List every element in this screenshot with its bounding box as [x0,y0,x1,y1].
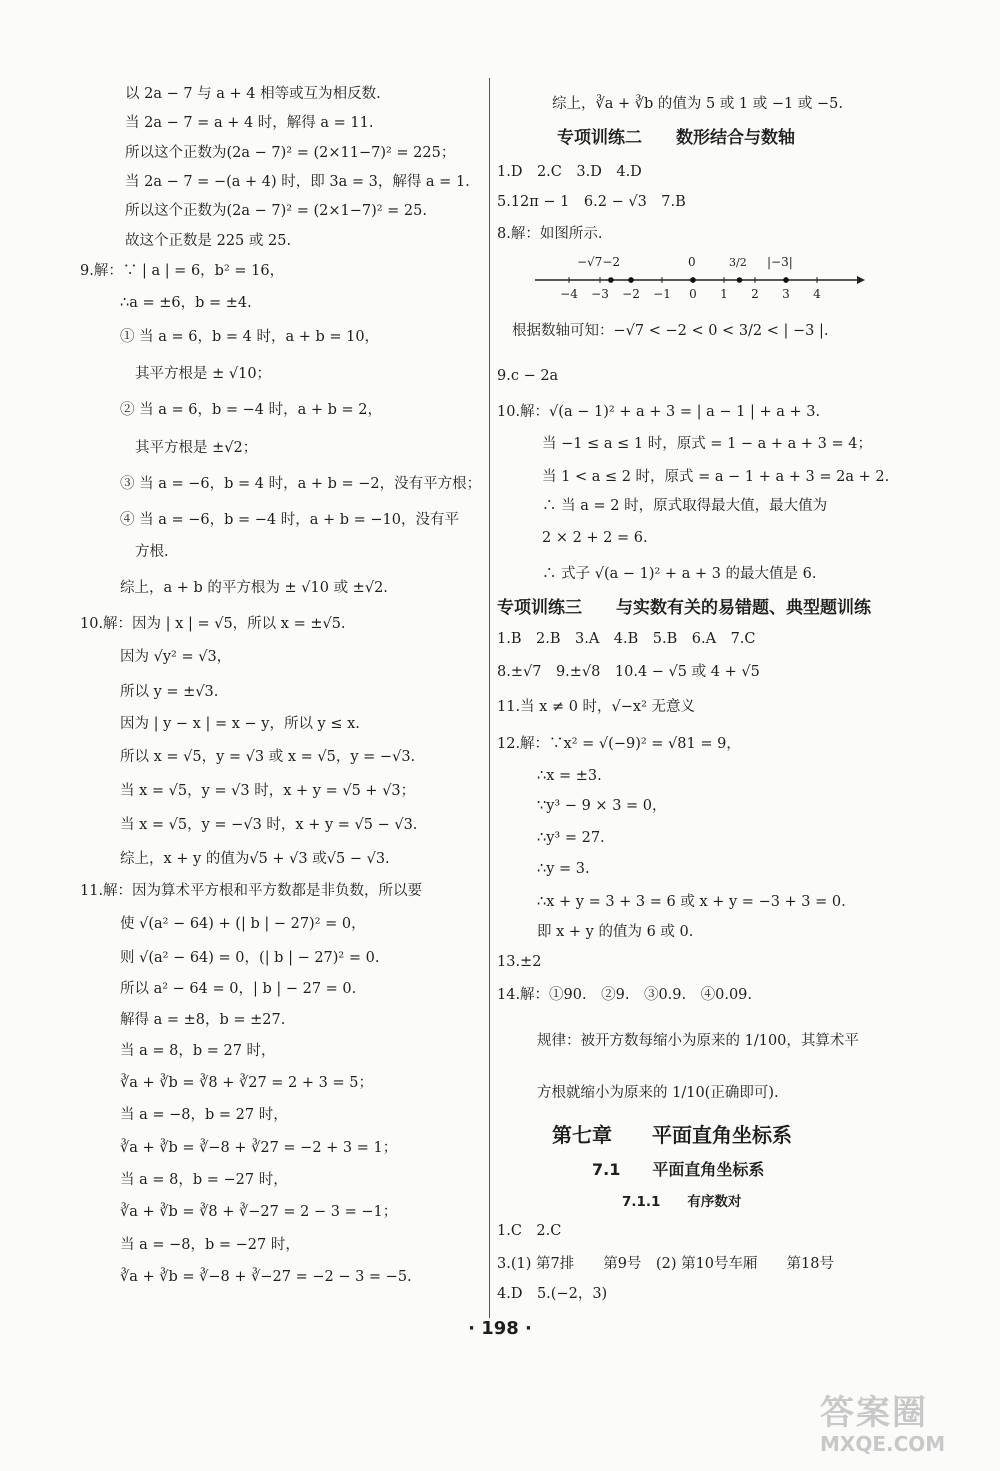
answer-line: 1.D 2.C 3.D 4.D [497,164,642,180]
text-line: ② 当 a = 6，b = −4 时，a + b = 2， [120,402,382,418]
text-line: 故这个正数是 225 或 25. [125,233,292,249]
text-line: ∛a + ∛b = ∛−8 + ∛−27 = −2 − 3 = −5. [120,1269,412,1285]
answer-line: 9.c − 2a [497,368,559,384]
text-line: ∴y³ = 27. [537,830,605,846]
text-line: ① 当 a = 6，b = 4 时，a + b = 10， [120,329,380,345]
point-label-zero: 0 [688,255,696,269]
number-line-point [737,277,743,283]
text-line: 当 a = −8，b = 27 时， [120,1107,288,1123]
text-line: 即 x + y 的值为 6 或 0. [537,924,694,940]
answer-line: 1.B 2.B 3.A 4.B 5.B 6.A 7.C [497,631,756,647]
subsubsection-title: 7.1.1 有序数对 [622,1194,742,1210]
number-line-figure [527,250,867,310]
text-line: ∛a + ∛b = ∛−8 + ∛27 = −2 + 3 = 1； [120,1140,398,1156]
text-line: ∛a + ∛b = ∛8 + ∛−27 = 2 − 3 = −1； [120,1204,398,1220]
answer-line: 1.C 2.C [497,1223,562,1239]
tick-label: −1 [653,287,671,301]
text-line: 当 1 < a ≤ 2 时，原式 = a − 1 + a + 3 = 2a + 2. [542,469,890,485]
text-line: 所以 a² − 64 = 0，| b | − 27 = 0. [120,981,357,997]
text-line: ∛a + ∛b = ∛8 + ∛27 = 2 + 3 = 5； [120,1075,373,1091]
text-line: ∴a = ±6，b = ±4. [120,295,252,311]
text-line: 所以 x = √5，y = √3 或 x = √5，y = −√3. [120,749,416,765]
page-number: · 198 · [468,1318,532,1339]
watermark-cn: 答案圈 [820,1393,928,1433]
text-line: 因为 | y − x | = x − y，所以 y ≤ x. [120,716,360,732]
text-line: 综上，∛a + ∛b 的值为 5 或 1 或 −1 或 −5. [552,96,843,112]
text-line: 12.解：∵x² = √(−9)² = √81 = 9， [497,736,741,752]
number-line-point [783,277,789,283]
text-line: 根据数轴可知：−√7 < −2 < 0 < 3/2 < | −3 |. [512,323,829,339]
text-line: ④ 当 a = −6，b = −4 时，a + b = −10，没有平 [120,512,460,528]
text-line: 11.解：因为算术平方根和平方数都是非负数，所以要 [80,883,423,899]
text-line: 方根就缩小为原来的 1/10(正确即可). [537,1085,779,1101]
section-title-3: 专项训练三 与实数有关的易错题、典型题训练 [497,598,871,618]
text-line: 其平方根是 ± √10； [135,366,272,382]
text-line: 10.解：因为 | x | = √5，所以 x = ±√5. [80,616,346,632]
point-label-neg-sqrt7: −√7−2 [577,255,621,269]
answer-line: 4.D 5.(−2，3) [497,1286,608,1302]
tick-label: −4 [560,287,578,301]
text-line: 综上，a + b 的平方根为 ± √10 或 ±√2. [120,580,388,596]
text-line: 当 x = √5，y = −√3 时，x + y = √5 − √3. [120,817,418,833]
watermark-en: MXQE.COM [820,1432,946,1456]
text-line: ∴ 当 a = 2 时，原式取得最大值，最大值为 [542,498,828,514]
tick-label: 3 [782,287,790,301]
section-title-2: 专项训练二 数形结合与数轴 [557,128,795,148]
text-line: 当 a = −8，b = −27 时， [120,1237,300,1253]
text-line: ∴ 式子 √(a − 1)² + a + 3 的最大值是 6. [542,566,817,582]
text-line: 以 2a − 7 与 a + 4 相等或互为相反数. [125,86,381,102]
tick-label: 0 [689,287,697,301]
text-line: ∵y³ − 9 × 3 = 0， [537,798,667,814]
answer-line: 3.(1) 第7排 第9号 (2) 第10号车厢 第18号 [497,1256,834,1272]
text-line: 所以这个正数为(2a − 7)² = (2×11−7)² = 225； [125,145,456,161]
number-line-point [628,277,634,283]
watermark-logo [820,1385,980,1465]
text-line: 当 −1 ≤ a ≤ 1 时，原式 = 1 − a + a + 3 = 4； [542,436,873,452]
text-line: ∴y = 3. [537,861,590,877]
column-divider [489,78,490,1318]
answer-line: 8.解：如图所示. [497,226,603,242]
text-line: 10.解：√(a − 1)² + a + 3 = | a − 1 | + a + 3. [497,404,821,420]
text-line: 当 2a − 7 = −(a + 4) 时，即 3a = 3，解得 a = 1. [125,174,470,190]
subsection-title: 7.1 平面直角坐标系 [592,1160,765,1179]
text-line: 综上，x + y 的值为√5 + √3 或√5 − √3. [120,851,390,867]
text-line: 当 a = 8，b = 27 时， [120,1043,276,1059]
tick-label: 2 [751,287,759,301]
number-line-point [690,277,696,283]
text-line: 解得 a = ±8，b = ±27. [120,1012,286,1028]
point-label-abs-neg3: |−3| [767,255,793,269]
text-line: 当 a = 8，b = −27 时， [120,1172,288,1188]
text-line: 14.解：①90. ②9. ③0.9. ④0.09. [497,987,753,1003]
text-line: ③ 当 a = −6，b = 4 时，a + b = −2，没有平方根； [120,476,482,492]
answer-line: 5.12π − 1 6.2 − √3 7.B [497,194,686,210]
text-line: 因为 √y² = √3， [120,649,232,665]
text-line: 规律：被开方数每缩小为原来的 1/100，其算术平 [537,1033,859,1049]
text-line: ∴x + y = 3 + 3 = 6 或 x + y = −3 + 3 = 0. [537,894,846,910]
text-line: 所以 y = ±√3. [120,684,219,700]
text-line: 使 √(a² − 64) + (| b | − 27)² = 0， [120,916,366,932]
text-line: ∴x = ±3. [537,768,602,784]
arrow-icon [857,276,865,284]
number-line-point [608,277,614,283]
text-line: 2 × 2 + 2 = 6. [542,530,648,546]
text-line: 方根. [135,544,169,560]
text-line: 则 √(a² − 64) = 0，(| b | − 27)² = 0. [120,950,380,966]
text-line: 当 2a − 7 = a + 4 时，解得 a = 11. [125,115,374,131]
text-line: 当 x = √5，y = √3 时，x + y = √5 + √3； [120,783,416,799]
chapter-title: 第七章 平面直角坐标系 [552,1123,792,1147]
answer-line: 11.当 x ≠ 0 时，√−x² 无意义 [497,699,696,715]
text-line: 其平方根是 ±√2； [135,440,258,456]
tick-label: −3 [591,287,609,301]
answer-line: 13.±2 [497,954,542,970]
point-label-three-halves: 3/2 [729,256,747,269]
tick-label: 4 [813,287,821,301]
text-line: 9.解：∵ | a | = 6，b² = 16， [80,263,285,279]
answer-line: 8.±√7 9.±√8 10.4 − √5 或 4 + √5 [497,664,760,680]
tick-label: −2 [622,287,640,301]
text-line: 所以这个正数为(2a − 7)² = (2×1−7)² = 25. [125,203,427,219]
tick-label: 1 [720,287,728,301]
